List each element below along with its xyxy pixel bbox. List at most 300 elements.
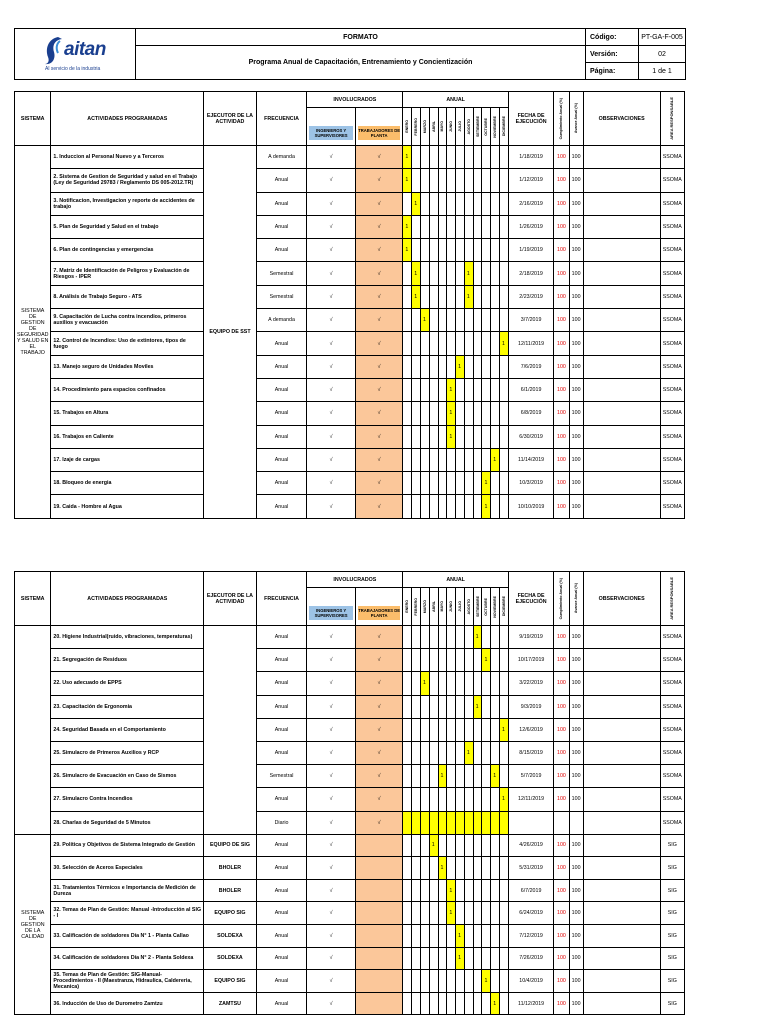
ingenieros-check: √ bbox=[307, 947, 356, 970]
month-cell bbox=[500, 378, 509, 401]
month-cell bbox=[403, 285, 412, 308]
month-cell bbox=[500, 857, 509, 880]
col-ejecutor: EJECUTOR DE LA ACTIVIDAD bbox=[204, 572, 257, 626]
month-cell: 1 bbox=[447, 402, 456, 425]
month-cell bbox=[447, 355, 456, 378]
ingenieros-check: √ bbox=[307, 495, 356, 518]
month-cell bbox=[464, 718, 473, 741]
area-cell: SSOMA bbox=[660, 332, 684, 355]
activity-name: 9. Capacitación de Lucha contra incendios, primeros auxilios y evacuación bbox=[51, 309, 204, 332]
month-cell bbox=[500, 649, 509, 672]
table-row bbox=[15, 992, 685, 1015]
col-month bbox=[447, 588, 456, 626]
month-cell bbox=[429, 262, 438, 285]
ingenieros-check: √ bbox=[307, 718, 356, 741]
month-cell: 1 bbox=[412, 262, 421, 285]
col-month bbox=[491, 588, 500, 626]
trabajadores-check: √ bbox=[355, 309, 403, 332]
activity-name: 16. Trabajos en Caliente bbox=[51, 425, 204, 448]
month-cell bbox=[447, 811, 456, 834]
month-cell bbox=[412, 925, 421, 948]
ejecutor-cell: SOLDEXA bbox=[204, 947, 257, 970]
month-cell bbox=[482, 285, 491, 308]
cumplimiento-cell: 100 bbox=[554, 285, 569, 308]
month-cell bbox=[456, 970, 465, 993]
month-cell bbox=[456, 285, 465, 308]
month-cell: 1 bbox=[464, 741, 473, 764]
activity-name: 14. Procedimiento para espacios confinados bbox=[51, 378, 204, 401]
table-row bbox=[15, 448, 685, 471]
month-cell bbox=[456, 215, 465, 238]
month-cell bbox=[403, 425, 412, 448]
trabajadores-check: √ bbox=[355, 146, 403, 169]
area-cell: SSOMA bbox=[660, 788, 684, 811]
frecuencia-cell: Anual bbox=[256, 970, 307, 993]
frecuencia-cell: Anual bbox=[256, 879, 307, 902]
trabajadores-check: √ bbox=[355, 811, 403, 834]
avance-cell: 100 bbox=[569, 741, 583, 764]
col-trabajadores-cell bbox=[355, 108, 403, 146]
month-cell bbox=[429, 355, 438, 378]
month-cell bbox=[456, 879, 465, 902]
month-cell: 1 bbox=[464, 262, 473, 285]
month-cell bbox=[447, 192, 456, 215]
avance-cell: 100 bbox=[569, 448, 583, 471]
month-cell bbox=[482, 332, 491, 355]
month-cell bbox=[456, 741, 465, 764]
month-cell bbox=[429, 970, 438, 993]
program-table-2 bbox=[14, 571, 685, 1015]
activity-name: 18. Bloqueo de energia bbox=[51, 472, 204, 495]
month-cell: 1 bbox=[491, 992, 500, 1015]
observaciones-cell bbox=[583, 472, 660, 495]
area-cell: SSOMA bbox=[660, 448, 684, 471]
fecha-cell: 10/17/2019 bbox=[508, 649, 554, 672]
month-cell bbox=[420, 879, 429, 902]
month-cell bbox=[403, 355, 412, 378]
month-cell bbox=[491, 879, 500, 902]
fecha-cell: 10/3/2019 bbox=[508, 472, 554, 495]
col-month bbox=[447, 108, 456, 146]
month-cell bbox=[491, 834, 500, 857]
col-area-label: AREA RESPONSABLE bbox=[669, 97, 675, 140]
month-cell bbox=[500, 215, 509, 238]
col-observaciones: OBSERVACIONES bbox=[583, 92, 660, 146]
month-cell bbox=[429, 448, 438, 471]
col-month-label: MARZO bbox=[422, 599, 427, 614]
month-cell: 1 bbox=[438, 765, 447, 788]
month-cell bbox=[447, 626, 456, 649]
month-cell bbox=[420, 970, 429, 993]
ejecutor-cell bbox=[204, 626, 257, 835]
month-cell bbox=[491, 495, 500, 518]
col-month bbox=[403, 108, 412, 146]
cumplimiento-cell: 100 bbox=[554, 448, 569, 471]
month-cell bbox=[491, 672, 500, 695]
col-cumplimiento-label: Cumplimiento Anual (%) bbox=[559, 577, 564, 620]
month-cell bbox=[412, 402, 421, 425]
area-cell: SSOMA bbox=[660, 495, 684, 518]
col-month-label: SETIEMBRE bbox=[475, 596, 480, 617]
month-cell bbox=[464, 402, 473, 425]
month-cell bbox=[412, 741, 421, 764]
month-cell bbox=[420, 811, 429, 834]
month-cell bbox=[500, 695, 509, 718]
activity-name: 33. Calificación de soldadores Día N° 1 - Planta Callao bbox=[51, 925, 204, 948]
month-cell: 1 bbox=[403, 239, 412, 262]
month-cell bbox=[473, 192, 482, 215]
frecuencia-cell: Anual bbox=[256, 169, 307, 192]
cumplimiento-cell: 100 bbox=[554, 695, 569, 718]
month-cell bbox=[420, 425, 429, 448]
col-month bbox=[429, 108, 438, 146]
month-cell bbox=[464, 925, 473, 948]
month-cell bbox=[438, 425, 447, 448]
observaciones-cell bbox=[583, 402, 660, 425]
month-cell bbox=[482, 947, 491, 970]
cumplimiento-cell: 100 bbox=[554, 262, 569, 285]
month-cell bbox=[438, 947, 447, 970]
activity-name: 21. Segregación de Residuos bbox=[51, 649, 204, 672]
activity-name: 26. Simulacro de Evacuación en Caso de Sismos bbox=[51, 765, 204, 788]
month-cell bbox=[420, 215, 429, 238]
month-cell bbox=[429, 192, 438, 215]
frecuencia-cell: Semestral bbox=[256, 285, 307, 308]
month-cell bbox=[464, 169, 473, 192]
table-row bbox=[15, 472, 685, 495]
area-cell: SSOMA bbox=[660, 811, 684, 834]
col-fecha: FECHA DE EJECUCIÓN bbox=[508, 92, 554, 146]
avance-cell: 100 bbox=[569, 947, 583, 970]
month-cell bbox=[491, 146, 500, 169]
area-cell: SSOMA bbox=[660, 355, 684, 378]
avance-cell: 100 bbox=[569, 695, 583, 718]
month-cell bbox=[500, 925, 509, 948]
fecha-cell: 7/26/2019 bbox=[508, 947, 554, 970]
avance-cell: 100 bbox=[569, 402, 583, 425]
ingenieros-check: √ bbox=[307, 811, 356, 834]
activity-name: 31. Tratamientos Térmicos e Importancia de Medición de Dureza bbox=[51, 879, 204, 902]
col-cumplimiento bbox=[554, 572, 569, 626]
frecuencia-cell: Anual bbox=[256, 649, 307, 672]
cumplimiento-cell: 100 bbox=[554, 472, 569, 495]
avance-cell bbox=[569, 811, 583, 834]
month-cell: 1 bbox=[429, 834, 438, 857]
col-month bbox=[403, 588, 412, 626]
month-cell bbox=[456, 332, 465, 355]
col-month bbox=[473, 108, 482, 146]
fecha-cell: 4/26/2019 bbox=[508, 834, 554, 857]
month-cell bbox=[491, 378, 500, 401]
table-row bbox=[15, 902, 685, 925]
month-cell bbox=[500, 402, 509, 425]
col-fecha: FECHA DE EJECUCIÓN bbox=[508, 572, 554, 626]
table-row bbox=[15, 970, 685, 993]
activity-name: 27. Simulacro Contra Incendios bbox=[51, 788, 204, 811]
month-cell bbox=[482, 925, 491, 948]
table-row bbox=[15, 765, 685, 788]
area-cell: SSOMA bbox=[660, 146, 684, 169]
month-cell bbox=[447, 649, 456, 672]
month-cell bbox=[438, 626, 447, 649]
month-cell bbox=[429, 992, 438, 1015]
month-cell bbox=[473, 925, 482, 948]
area-cell: SIG bbox=[660, 879, 684, 902]
month-cell bbox=[456, 857, 465, 880]
frecuencia-cell: Anual bbox=[256, 741, 307, 764]
month-cell bbox=[482, 765, 491, 788]
fecha-cell: 11/12/2019 bbox=[508, 992, 554, 1015]
month-cell bbox=[500, 765, 509, 788]
col-month-label: ABRIL bbox=[431, 121, 436, 132]
col-ejecutor: EJECUTOR DE LA ACTIVIDAD bbox=[204, 92, 257, 146]
trabajadores-check: √ bbox=[355, 192, 403, 215]
frecuencia-cell: Anual bbox=[256, 626, 307, 649]
fecha-cell: 1/18/2019 bbox=[508, 146, 554, 169]
month-cell bbox=[403, 378, 412, 401]
cumplimiento-cell: 100 bbox=[554, 765, 569, 788]
month-cell bbox=[447, 695, 456, 718]
month-cell bbox=[447, 947, 456, 970]
month-cell bbox=[447, 262, 456, 285]
table-row bbox=[15, 146, 685, 169]
month-cell bbox=[447, 495, 456, 518]
ingenieros-check: √ bbox=[307, 672, 356, 695]
frecuencia-cell: Semestral bbox=[256, 765, 307, 788]
area-cell: SSOMA bbox=[660, 695, 684, 718]
month-cell bbox=[464, 902, 473, 925]
col-actividades: ACTIVIDADES PROGRAMADAS bbox=[51, 92, 204, 146]
month-cell bbox=[464, 947, 473, 970]
month-cell bbox=[403, 741, 412, 764]
month-cell bbox=[403, 718, 412, 741]
month-cell bbox=[438, 992, 447, 1015]
observaciones-cell bbox=[583, 495, 660, 518]
month-cell bbox=[429, 215, 438, 238]
area-cell: SSOMA bbox=[660, 649, 684, 672]
month-cell bbox=[456, 788, 465, 811]
month-cell bbox=[429, 285, 438, 308]
ingenieros-check: √ bbox=[307, 902, 356, 925]
fecha-cell: 9/3/2019 bbox=[508, 695, 554, 718]
month-cell bbox=[473, 947, 482, 970]
avance-cell: 100 bbox=[569, 788, 583, 811]
month-cell bbox=[464, 472, 473, 495]
month-cell bbox=[491, 695, 500, 718]
ingenieros-check: √ bbox=[307, 649, 356, 672]
col-month bbox=[412, 108, 421, 146]
trabajadores-check bbox=[355, 970, 403, 993]
avance-cell: 100 bbox=[569, 169, 583, 192]
fecha-cell: 12/11/2019 bbox=[508, 788, 554, 811]
month-cell bbox=[464, 879, 473, 902]
month-cell bbox=[500, 472, 509, 495]
month-cell bbox=[491, 925, 500, 948]
fecha-cell: 3/7/2019 bbox=[508, 309, 554, 332]
month-cell: 1 bbox=[491, 448, 500, 471]
month-cell bbox=[420, 472, 429, 495]
frecuencia-cell: Anual bbox=[256, 192, 307, 215]
month-cell bbox=[403, 788, 412, 811]
ingenieros-check: √ bbox=[307, 925, 356, 948]
col-area bbox=[660, 572, 684, 626]
fecha-cell: 10/4/2019 bbox=[508, 970, 554, 993]
program-table-1 bbox=[14, 91, 685, 519]
month-cell bbox=[420, 718, 429, 741]
month-cell bbox=[447, 309, 456, 332]
month-cell bbox=[403, 992, 412, 1015]
month-cell bbox=[464, 834, 473, 857]
cumplimiento-cell: 100 bbox=[554, 857, 569, 880]
month-cell bbox=[438, 192, 447, 215]
month-cell: 1 bbox=[403, 169, 412, 192]
month-cell bbox=[447, 169, 456, 192]
month-cell bbox=[473, 425, 482, 448]
codigo-label: Código: bbox=[586, 29, 639, 46]
fecha-cell: 2/18/2019 bbox=[508, 262, 554, 285]
month-cell bbox=[438, 309, 447, 332]
month-cell bbox=[464, 239, 473, 262]
month-cell bbox=[438, 332, 447, 355]
month-cell bbox=[491, 239, 500, 262]
month-cell bbox=[438, 239, 447, 262]
codigo-value: PT-GA-F-005 bbox=[639, 29, 686, 46]
month-cell bbox=[482, 402, 491, 425]
month-cell bbox=[473, 402, 482, 425]
activity-name: 28. Charlas de Seguridad de 5 Minutos bbox=[51, 811, 204, 834]
month-cell bbox=[500, 834, 509, 857]
month-cell bbox=[429, 718, 438, 741]
month-cell bbox=[473, 741, 482, 764]
month-cell bbox=[491, 169, 500, 192]
month-cell bbox=[473, 472, 482, 495]
month-cell bbox=[456, 262, 465, 285]
month-cell: 1 bbox=[403, 215, 412, 238]
observaciones-cell bbox=[583, 332, 660, 355]
month-cell bbox=[429, 649, 438, 672]
month-cell bbox=[447, 970, 456, 993]
ejecutor-cell: BHOLER bbox=[204, 879, 257, 902]
month-cell bbox=[438, 718, 447, 741]
ingenieros-check: √ bbox=[307, 425, 356, 448]
col-month bbox=[412, 588, 421, 626]
month-cell bbox=[420, 857, 429, 880]
month-cell bbox=[482, 425, 491, 448]
month-cell bbox=[491, 262, 500, 285]
month-cell: 1 bbox=[464, 285, 473, 308]
month-cell bbox=[403, 902, 412, 925]
observaciones-cell bbox=[583, 146, 660, 169]
month-cell bbox=[412, 649, 421, 672]
month-cell bbox=[482, 718, 491, 741]
pagina-label: Página: bbox=[586, 63, 639, 80]
col-month bbox=[456, 588, 465, 626]
month-cell bbox=[482, 262, 491, 285]
month-cell bbox=[412, 332, 421, 355]
area-cell: SIG bbox=[660, 970, 684, 993]
col-month-label: ABRIL bbox=[431, 601, 436, 612]
month-cell bbox=[482, 169, 491, 192]
month-cell bbox=[491, 970, 500, 993]
month-cell bbox=[464, 626, 473, 649]
cumplimiento-cell: 100 bbox=[554, 495, 569, 518]
frecuencia-cell: A demanda bbox=[256, 146, 307, 169]
month-cell bbox=[412, 992, 421, 1015]
month-cell bbox=[456, 425, 465, 448]
col-month-label: SETIEMBRE bbox=[475, 116, 480, 137]
month-cell bbox=[438, 495, 447, 518]
month-cell bbox=[420, 788, 429, 811]
month-cell: 1 bbox=[412, 285, 421, 308]
month-cell bbox=[412, 239, 421, 262]
trabajadores-check bbox=[355, 902, 403, 925]
month-cell bbox=[482, 626, 491, 649]
month-cell bbox=[438, 262, 447, 285]
month-cell bbox=[500, 741, 509, 764]
month-cell bbox=[403, 765, 412, 788]
table-row bbox=[15, 355, 685, 378]
ejecutor-cell: EQUIPO DE SST bbox=[204, 146, 257, 519]
observaciones-cell bbox=[583, 788, 660, 811]
cumplimiento-cell: 100 bbox=[554, 215, 569, 238]
ingenieros-check: √ bbox=[307, 262, 356, 285]
frecuencia-cell: Anual bbox=[256, 788, 307, 811]
table-row bbox=[15, 857, 685, 880]
observaciones-cell bbox=[583, 285, 660, 308]
col-month bbox=[464, 588, 473, 626]
area-cell: SSOMA bbox=[660, 262, 684, 285]
month-cell bbox=[420, 146, 429, 169]
month-cell bbox=[429, 902, 438, 925]
ingenieros-check: √ bbox=[307, 309, 356, 332]
month-cell bbox=[473, 448, 482, 471]
month-cell bbox=[403, 472, 412, 495]
col-trabajadores: TRABAJADORES DE PLANTA bbox=[358, 127, 401, 138]
activity-name: 23. Capacitación de Ergonomia bbox=[51, 695, 204, 718]
month-cell bbox=[456, 649, 465, 672]
col-month bbox=[500, 588, 509, 626]
month-cell bbox=[456, 495, 465, 518]
cumplimiento-cell: 100 bbox=[554, 192, 569, 215]
month-cell bbox=[500, 448, 509, 471]
month-cell bbox=[464, 672, 473, 695]
month-cell bbox=[420, 695, 429, 718]
table-row bbox=[15, 672, 685, 695]
col-month bbox=[456, 108, 465, 146]
frecuencia-cell: Anual bbox=[256, 902, 307, 925]
month-cell bbox=[456, 834, 465, 857]
month-cell bbox=[429, 239, 438, 262]
activity-name: 32. Temas de Plan de Gestión: Manual -Introducción al SIG - I bbox=[51, 902, 204, 925]
ingenieros-check: √ bbox=[307, 626, 356, 649]
fecha-cell: 8/15/2019 bbox=[508, 741, 554, 764]
col-month bbox=[438, 108, 447, 146]
observaciones-cell bbox=[583, 695, 660, 718]
ingenieros-check: √ bbox=[307, 765, 356, 788]
month-cell bbox=[500, 355, 509, 378]
trabajadores-check: √ bbox=[355, 649, 403, 672]
month-cell bbox=[420, 947, 429, 970]
month-cell bbox=[473, 649, 482, 672]
month-cell bbox=[456, 448, 465, 471]
month-cell bbox=[429, 879, 438, 902]
observaciones-cell bbox=[583, 765, 660, 788]
trabajadores-check: √ bbox=[355, 215, 403, 238]
month-cell bbox=[464, 788, 473, 811]
month-cell bbox=[500, 192, 509, 215]
activity-name: 12. Control de Incendios: Uso de extintores, tipos de fuego bbox=[51, 332, 204, 355]
cumplimiento-cell: 100 bbox=[554, 239, 569, 262]
